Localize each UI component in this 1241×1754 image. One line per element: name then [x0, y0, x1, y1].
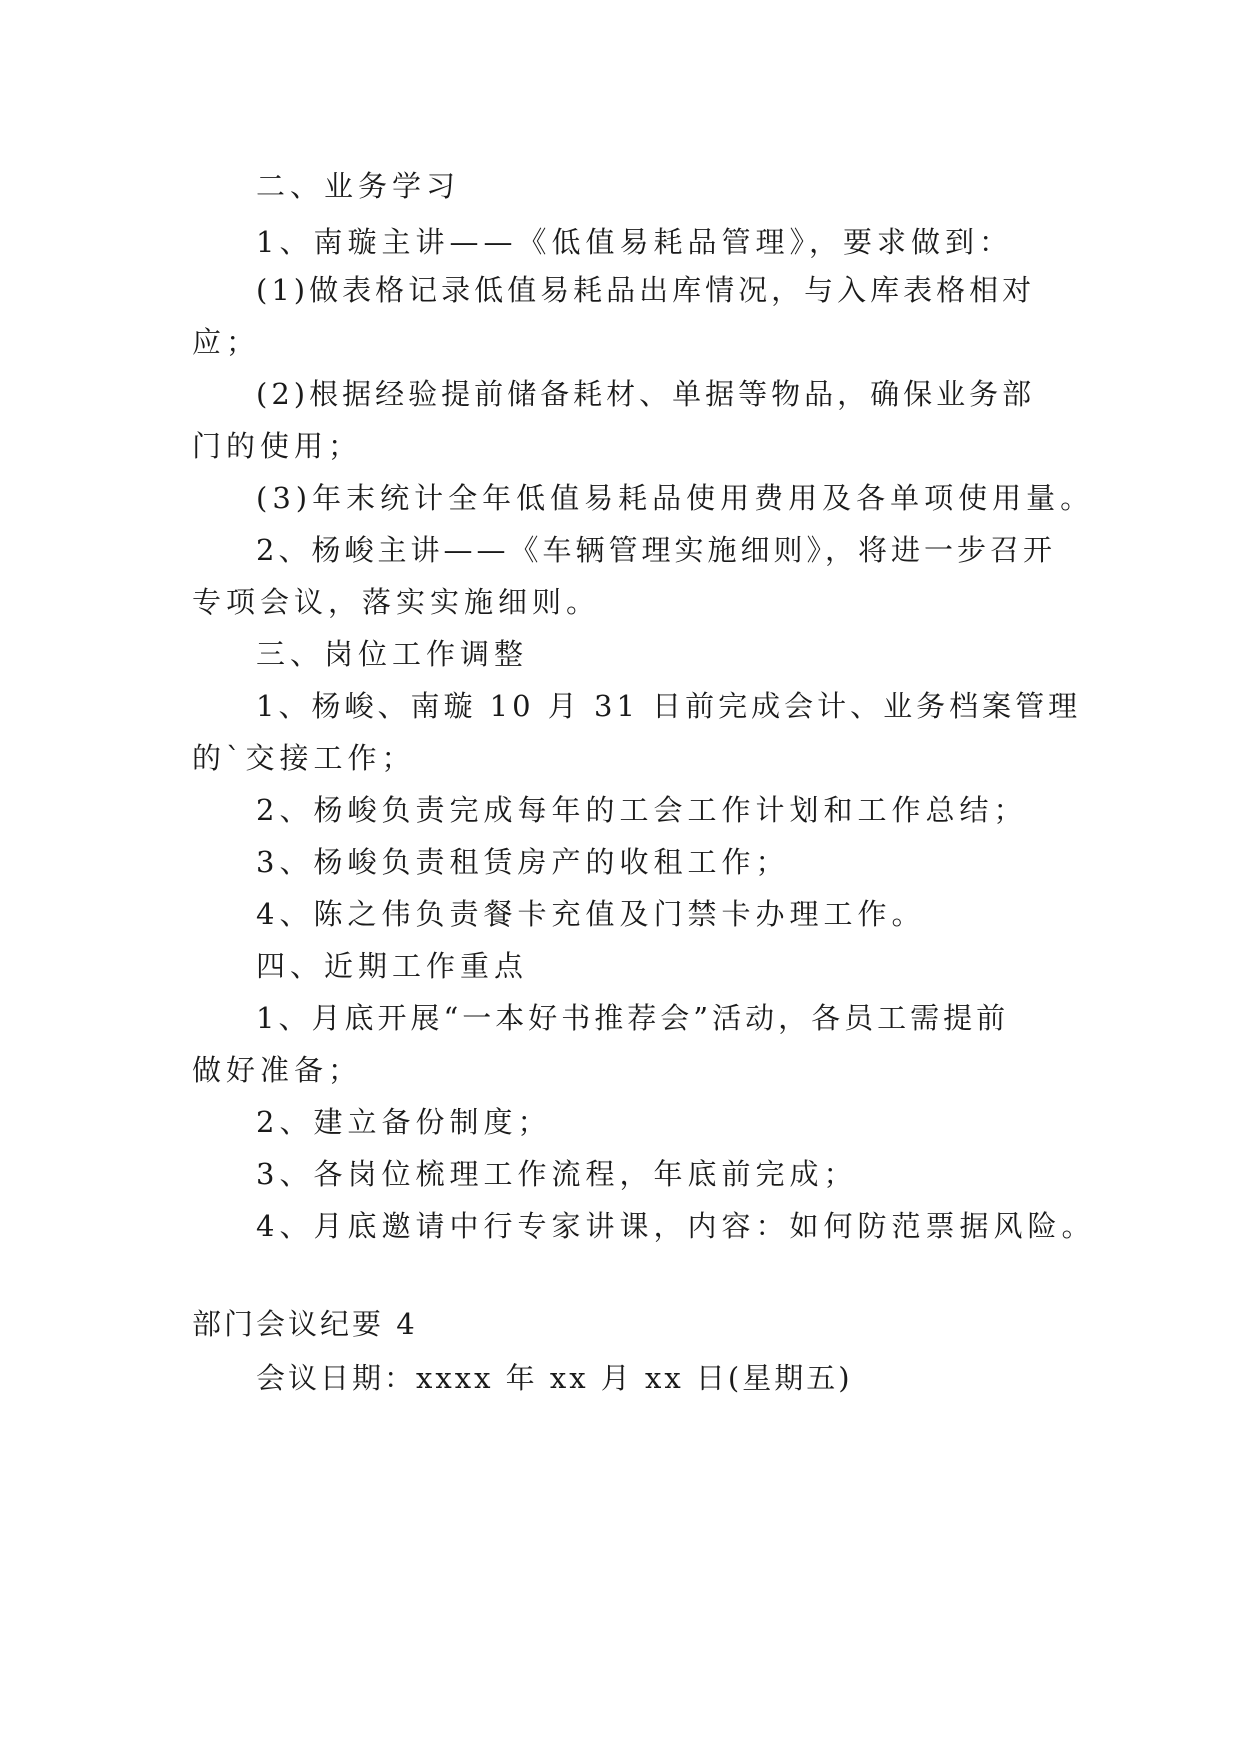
- list-item-book-event-line2: 做好准备；: [192, 1053, 363, 1087]
- list-item-handover-line2: 的`交接工作；: [192, 741, 416, 775]
- list-item-handover-line1: 1、杨峻、南璇 10 月 31 日前完成会计、业务档案管理: [256, 689, 1082, 723]
- section-heading-business-study: 二、业务学习: [256, 169, 461, 203]
- list-item-vehicle-management-line2: 专项会议，落实实施细则。: [192, 585, 601, 619]
- list-item-low-value-consumables-lecture: 1、南璇主讲——《低值易耗品管理》，要求做到：: [256, 225, 1013, 259]
- list-item-union-plan: 2、杨峻负责完成每年的工会工作计划和工作总结；: [256, 793, 1028, 827]
- list-item-outbound-records-line2: 应；: [192, 325, 261, 359]
- list-item-meal-card: 4、陈之伟负责餐卡充值及门禁卡办理工作。: [256, 897, 926, 931]
- list-item-vehicle-management-line1: 2、杨峻主讲——《车辆管理实施细则》，将进一步召开: [256, 533, 1056, 567]
- section-heading-job-adjustment: 三、岗位工作调整: [256, 637, 529, 671]
- document-title: 部门会议纪要 4: [192, 1307, 418, 1341]
- list-item-annual-statistics: (3)年末统计全年低值易耗品使用费用及各单项使用量。: [256, 481, 1095, 515]
- list-item-stock-reserve-line1: (2)根据经验提前储备耗材、单据等物品，确保业务部: [256, 377, 1036, 411]
- list-item-expert-lecture: 4、月底邀请中行专家讲课，内容：如何防范票据风险。: [256, 1209, 1096, 1243]
- list-item-backup-system: 2、建立备份制度；: [256, 1105, 552, 1139]
- list-item-rent-collection: 3、杨峻负责租赁房产的收租工作；: [256, 845, 790, 879]
- meeting-date-line: 会议日期：xxxx 年 xx 月 xx 日(星期五): [256, 1361, 853, 1395]
- section-heading-recent-focus: 四、近期工作重点: [256, 949, 529, 983]
- list-item-stock-reserve-line2: 门的使用；: [192, 429, 363, 463]
- list-item-workflow-review: 3、各岗位梳理工作流程，年底前完成；: [256, 1157, 858, 1191]
- list-item-book-event-line1: 1、月底开展“一本好书推荐会”活动，各员工需提前: [256, 1001, 1010, 1035]
- list-item-outbound-records-line1: (1)做表格记录低值易耗品出库情况，与入库表格相对: [256, 273, 1036, 307]
